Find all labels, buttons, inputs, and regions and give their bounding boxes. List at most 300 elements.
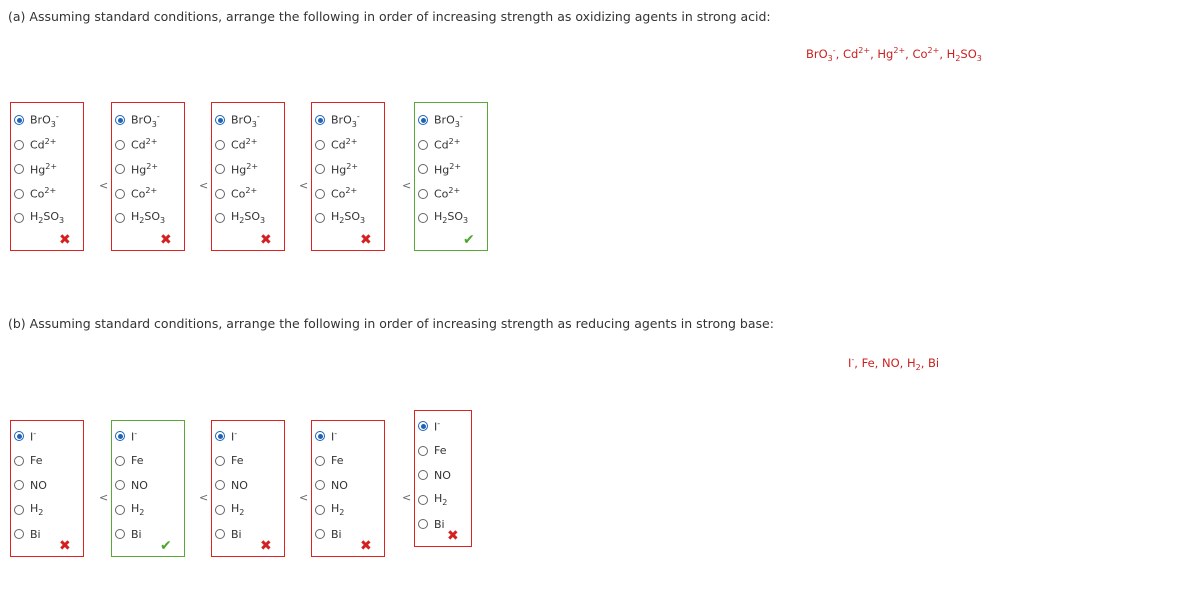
formula-part: Cd: [231, 138, 246, 152]
option-label: [231, 479, 248, 492]
a-option-5-4[interactable]: [418, 185, 460, 203]
formula-part: H: [231, 210, 240, 224]
option-label: [231, 528, 242, 541]
option-label: [331, 454, 344, 467]
formula-part: 2+: [448, 186, 461, 196]
radio-button[interactable]: [14, 456, 24, 466]
a-option-5-5[interactable]: [418, 209, 468, 227]
a-option-1-1[interactable]: [14, 111, 59, 129]
formula-part: Hg: [331, 163, 347, 177]
a-option-3-5[interactable]: [215, 209, 265, 227]
formula-part: NO: [434, 468, 451, 482]
formula-part: SO: [43, 210, 60, 224]
radio-button[interactable]: [418, 213, 428, 223]
b-option-4-3[interactable]: [315, 476, 348, 494]
radio-button[interactable]: [215, 164, 225, 174]
option-label: [231, 210, 265, 225]
b-option-5-2[interactable]: [418, 442, 447, 460]
a-option-5-1[interactable]: [418, 111, 463, 129]
less-than-sign: <: [299, 178, 309, 192]
option-label: [434, 162, 461, 177]
a-option-2-3[interactable]: [115, 160, 158, 178]
formula-part: Cd: [331, 138, 346, 152]
radio-button[interactable]: [315, 480, 325, 490]
formula-part: SO: [344, 210, 361, 224]
formula-part: 2: [955, 54, 961, 64]
radio-button[interactable]: [115, 456, 125, 466]
formula-part: 2: [38, 508, 44, 518]
a-answer-box-5: [414, 102, 488, 251]
formula-part: 2+: [345, 186, 358, 196]
radio-button[interactable]: [315, 164, 325, 174]
formula-part: Co: [331, 187, 346, 201]
radio-button[interactable]: [315, 431, 325, 441]
formula-part: BrO: [231, 113, 252, 127]
formula-part: H: [131, 501, 140, 515]
check-icon: ✔: [463, 232, 475, 248]
radio-button[interactable]: [315, 213, 325, 223]
b-option-1-1[interactable]: [14, 427, 36, 445]
species-list-b: [848, 355, 939, 372]
radio-button[interactable]: [14, 164, 24, 174]
formula-part: 2+: [44, 186, 57, 196]
radio-button[interactable]: [115, 505, 125, 515]
a-option-4-2[interactable]: [315, 136, 357, 154]
option-label: [434, 137, 460, 152]
formula-part: Hg: [231, 163, 247, 177]
option-label: [30, 137, 56, 152]
option-label: [331, 210, 365, 225]
formula-part: I: [30, 430, 34, 444]
option-label: [30, 454, 43, 467]
b-answer-box-4: [311, 420, 385, 557]
formula-part: 2+: [448, 137, 461, 147]
b-option-3-4[interactable]: [215, 501, 244, 519]
formula-part: 2+: [346, 161, 359, 171]
radio-button[interactable]: [418, 164, 428, 174]
radio-button[interactable]: [315, 456, 325, 466]
formula-part: 3: [454, 119, 460, 129]
formula-part: , Fe, NO, H: [854, 355, 916, 370]
a-option-3-4[interactable]: [215, 185, 257, 203]
formula-part: SO: [244, 210, 261, 224]
formula-part: 3: [260, 216, 266, 226]
option-label: [30, 429, 36, 444]
formula-part: Co: [30, 187, 45, 201]
x-icon: ✖: [260, 232, 272, 248]
x-icon: ✖: [447, 528, 459, 544]
formula-part: 2: [38, 216, 44, 226]
a-option-4-3[interactable]: [315, 160, 358, 178]
formula-part: 2+: [146, 161, 159, 171]
formula-part: , Cd: [835, 46, 859, 61]
formula-part: -: [356, 111, 360, 121]
formula-part: -: [134, 428, 138, 438]
formula-part: NO: [231, 478, 248, 492]
a-option-5-2[interactable]: [418, 136, 460, 154]
b-option-5-4[interactable]: [418, 491, 447, 509]
formula-part: BrO: [331, 113, 352, 127]
formula-part: NO: [331, 478, 348, 492]
radio-button[interactable]: [14, 529, 24, 539]
species-list-a: [806, 46, 982, 63]
formula-part: 2+: [893, 46, 906, 55]
a-option-1-3[interactable]: [14, 160, 57, 178]
radio-button[interactable]: [418, 421, 428, 431]
radio-button[interactable]: [418, 189, 428, 199]
formula-part: Fe: [131, 454, 144, 467]
option-label: [434, 112, 463, 129]
formula-part: Hg: [131, 163, 147, 177]
option-label: [434, 210, 468, 225]
option-label: [131, 429, 137, 444]
formula-part: H: [434, 210, 443, 224]
formula-part: SO: [447, 210, 464, 224]
option-label: [331, 479, 348, 492]
radio-button[interactable]: [215, 529, 225, 539]
a-option-3-3[interactable]: [215, 160, 258, 178]
b-option-2-2[interactable]: [115, 452, 144, 470]
formula-part: I: [434, 420, 438, 434]
formula-part: -: [256, 111, 260, 121]
b-answer-box-3: [211, 420, 285, 557]
formula-part: Bi: [30, 527, 41, 541]
radio-button[interactable]: [14, 505, 24, 515]
formula-part: 3: [151, 119, 157, 129]
option-label: [331, 528, 342, 541]
formula-part: 2: [139, 508, 145, 518]
x-icon: ✖: [360, 538, 372, 554]
formula-part: 2+: [145, 186, 158, 196]
formula-part: -: [234, 428, 238, 438]
formula-part: Bi: [331, 527, 342, 541]
formula-part: Fe: [30, 454, 43, 467]
radio-button[interactable]: [418, 519, 428, 529]
x-icon: ✖: [59, 538, 71, 554]
formula-part: BrO: [30, 113, 51, 127]
formula-part: 2: [915, 363, 921, 373]
a-option-4-4[interactable]: [315, 185, 357, 203]
a-answer-box-2: [111, 102, 185, 251]
a-answer-box-4: [311, 102, 385, 251]
less-than-sign: <: [199, 490, 209, 504]
formula-part: 3: [463, 216, 469, 226]
formula-part: 2+: [927, 46, 940, 55]
option-label: [231, 429, 237, 444]
formula-part: -: [437, 418, 441, 428]
b-option-4-1[interactable]: [315, 427, 337, 445]
a-option-2-2[interactable]: [115, 136, 157, 154]
radio-button[interactable]: [215, 189, 225, 199]
b-option-4-4[interactable]: [315, 501, 344, 519]
formula-part: -: [55, 111, 59, 121]
radio-button[interactable]: [418, 470, 428, 480]
formula-part: H: [131, 210, 140, 224]
option-label: [30, 479, 47, 492]
formula-part: H: [331, 501, 340, 515]
formula-part: I: [231, 430, 235, 444]
formula-part: I: [331, 430, 335, 444]
option-label: [30, 210, 64, 225]
b-option-1-3[interactable]: [14, 476, 47, 494]
b-option-1-2[interactable]: [14, 452, 43, 470]
a-option-3-2[interactable]: [215, 136, 257, 154]
x-icon: ✖: [59, 232, 71, 248]
a-option-2-5[interactable]: [115, 209, 165, 227]
option-label: [30, 112, 59, 129]
less-than-sign: <: [402, 178, 412, 192]
formula-part: -: [459, 111, 463, 121]
b-option-4-2[interactable]: [315, 452, 344, 470]
radio-button[interactable]: [215, 213, 225, 223]
radio-button[interactable]: [315, 140, 325, 150]
radio-button[interactable]: [418, 495, 428, 505]
less-than-sign: <: [402, 490, 412, 504]
radio-button[interactable]: [14, 213, 24, 223]
radio-button[interactable]: [14, 115, 24, 125]
radio-button[interactable]: [215, 115, 225, 125]
formula-part: SO: [960, 46, 977, 61]
formula-part: Cd: [30, 138, 45, 152]
x-icon: ✖: [260, 538, 272, 554]
b-option-1-5[interactable]: [14, 525, 41, 543]
option-label: [231, 162, 258, 177]
radio-button[interactable]: [315, 529, 325, 539]
radio-button[interactable]: [418, 115, 428, 125]
formula-part: Bi: [231, 527, 242, 541]
formula-part: 2+: [145, 137, 158, 147]
option-label: [131, 162, 158, 177]
formula-part: Cd: [434, 138, 449, 152]
radio-button[interactable]: [215, 431, 225, 441]
a-answer-box-1: [10, 102, 84, 251]
formula-part: -: [33, 428, 37, 438]
formula-part: 2: [239, 508, 245, 518]
radio-button[interactable]: [418, 446, 428, 456]
formula-part: , Hg: [870, 46, 894, 61]
formula-part: Cd: [131, 138, 146, 152]
option-label: [331, 137, 357, 152]
formula-part: 2+: [44, 137, 57, 147]
option-label: [30, 502, 43, 517]
option-label: [131, 112, 160, 129]
formula-part: I: [131, 430, 135, 444]
option-label: [131, 454, 144, 467]
formula-part: BrO: [806, 46, 828, 61]
radio-button[interactable]: [215, 505, 225, 515]
option-label: [331, 186, 357, 201]
option-label: [434, 186, 460, 201]
x-icon: ✖: [160, 232, 172, 248]
option-label: [131, 528, 142, 541]
formula-part: H: [434, 491, 443, 505]
formula-part: 3: [976, 54, 982, 64]
radio-button[interactable]: [215, 480, 225, 490]
radio-button[interactable]: [115, 480, 125, 490]
radio-button[interactable]: [14, 189, 24, 199]
formula-part: Co: [434, 187, 449, 201]
option-label: [131, 502, 144, 517]
option-label: [231, 454, 244, 467]
b-option-3-5[interactable]: [215, 525, 242, 543]
b-answer-box-5: [414, 410, 472, 547]
b-answer-box-2: [111, 420, 185, 557]
radio-button[interactable]: [115, 431, 125, 441]
formula-part: 2+: [858, 46, 871, 55]
formula-part: Hg: [434, 163, 450, 177]
formula-part: Fe: [434, 444, 447, 457]
question-a: (a) Assuming standard conditions, arrange the following in order of increasing strength as oxidizing agents in strong acid:: [8, 9, 771, 24]
b-option-3-2[interactable]: [215, 452, 244, 470]
option-label: [331, 162, 358, 177]
radio-button[interactable]: [215, 456, 225, 466]
formula-part: 2: [442, 216, 448, 226]
formula-part: , Co: [905, 46, 928, 61]
radio-button[interactable]: [215, 140, 225, 150]
formula-part: , Bi: [920, 355, 940, 370]
option-label: [231, 137, 257, 152]
formula-part: 2: [239, 216, 245, 226]
option-label: [131, 137, 157, 152]
radio-button[interactable]: [115, 189, 125, 199]
a-option-5-3[interactable]: [418, 160, 461, 178]
b-option-2-3[interactable]: [115, 476, 148, 494]
b-option-5-1[interactable]: [418, 417, 440, 435]
formula-part: Fe: [331, 454, 344, 467]
option-label: [434, 492, 447, 507]
formula-part: 2+: [246, 161, 259, 171]
radio-button[interactable]: [315, 505, 325, 515]
formula-part: 2: [339, 508, 345, 518]
formula-part: 2+: [345, 137, 358, 147]
b-option-1-4[interactable]: [14, 501, 43, 519]
formula-part: H: [331, 210, 340, 224]
option-label: [231, 186, 257, 201]
option-label: [131, 479, 148, 492]
option-label: [231, 112, 260, 129]
option-label: [30, 528, 41, 541]
option-label: [30, 186, 56, 201]
b-option-2-5[interactable]: [115, 525, 142, 543]
formula-part: 2+: [245, 137, 258, 147]
formula-part: 3: [351, 119, 357, 129]
b-answer-box-1: [10, 420, 84, 557]
formula-part: Bi: [434, 517, 445, 531]
formula-part: I: [848, 355, 852, 370]
radio-button[interactable]: [315, 115, 325, 125]
a-answer-box-3: [211, 102, 285, 251]
option-label: [131, 186, 157, 201]
formula-part: SO: [144, 210, 161, 224]
a-option-1-5[interactable]: [14, 209, 64, 227]
question-b: (b) Assuming standard conditions, arrange the following in order of increasing strength as reducing agents in strong base:: [8, 316, 774, 331]
b-option-5-5[interactable]: [418, 515, 445, 533]
formula-part: 3: [59, 216, 65, 226]
a-option-2-4[interactable]: [115, 185, 157, 203]
option-label: [434, 469, 451, 482]
formula-part: H: [231, 501, 240, 515]
formula-part: 2: [339, 216, 345, 226]
option-label: [30, 162, 57, 177]
formula-part: 2+: [245, 186, 258, 196]
a-option-1-4[interactable]: [14, 185, 56, 203]
radio-button[interactable]: [14, 431, 24, 441]
option-label: [331, 502, 344, 517]
formula-part: , H: [939, 46, 956, 61]
less-than-sign: <: [299, 490, 309, 504]
formula-part: -: [156, 111, 160, 121]
a-option-4-1[interactable]: [315, 111, 360, 129]
option-label: [131, 210, 165, 225]
b-option-5-3[interactable]: [418, 466, 451, 484]
formula-part: BrO: [131, 113, 152, 127]
formula-part: Bi: [131, 527, 142, 541]
option-label: [231, 502, 244, 517]
less-than-sign: <: [199, 178, 209, 192]
less-than-sign: <: [99, 178, 109, 192]
formula-part: 2: [139, 216, 145, 226]
b-option-2-4[interactable]: [115, 501, 144, 519]
formula-part: 3: [827, 54, 833, 64]
formula-part: Co: [231, 187, 246, 201]
formula-part: -: [334, 428, 338, 438]
formula-part: 3: [360, 216, 366, 226]
radio-button[interactable]: [115, 140, 125, 150]
radio-button[interactable]: [418, 140, 428, 150]
radio-button[interactable]: [115, 529, 125, 539]
formula-part: H: [30, 210, 39, 224]
formula-part: Co: [131, 187, 146, 201]
a-option-3-1[interactable]: [215, 111, 260, 129]
b-option-3-3[interactable]: [215, 476, 248, 494]
formula-part: -: [851, 355, 855, 364]
formula-part: NO: [131, 478, 148, 492]
radio-button[interactable]: [115, 115, 125, 125]
radio-button[interactable]: [315, 189, 325, 199]
radio-button[interactable]: [14, 480, 24, 490]
b-option-2-1[interactable]: [115, 427, 137, 445]
formula-part: BrO: [434, 113, 455, 127]
formula-part: 3: [251, 119, 257, 129]
a-option-1-2[interactable]: [14, 136, 56, 154]
formula-part: -: [832, 46, 836, 55]
option-label: [434, 518, 445, 531]
a-option-4-5[interactable]: [315, 209, 365, 227]
formula-part: H: [30, 501, 39, 515]
check-icon: ✔: [160, 538, 172, 554]
b-option-3-1[interactable]: [215, 427, 237, 445]
option-label: [331, 429, 337, 444]
formula-part: 2+: [449, 161, 462, 171]
formula-part: 2: [442, 498, 448, 508]
option-label: [331, 112, 360, 129]
x-icon: ✖: [360, 232, 372, 248]
radio-button[interactable]: [115, 213, 125, 223]
formula-part: NO: [30, 478, 47, 492]
formula-part: Hg: [30, 163, 46, 177]
a-option-2-1[interactable]: [115, 111, 160, 129]
formula-part: 3: [160, 216, 166, 226]
less-than-sign: <: [99, 490, 109, 504]
formula-part: 3: [50, 119, 56, 129]
formula-part: Fe: [231, 454, 244, 467]
formula-part: 2+: [45, 161, 58, 171]
option-label: [434, 419, 440, 434]
b-option-4-5[interactable]: [315, 525, 342, 543]
option-label: [434, 444, 447, 457]
radio-button[interactable]: [115, 164, 125, 174]
radio-button[interactable]: [14, 140, 24, 150]
